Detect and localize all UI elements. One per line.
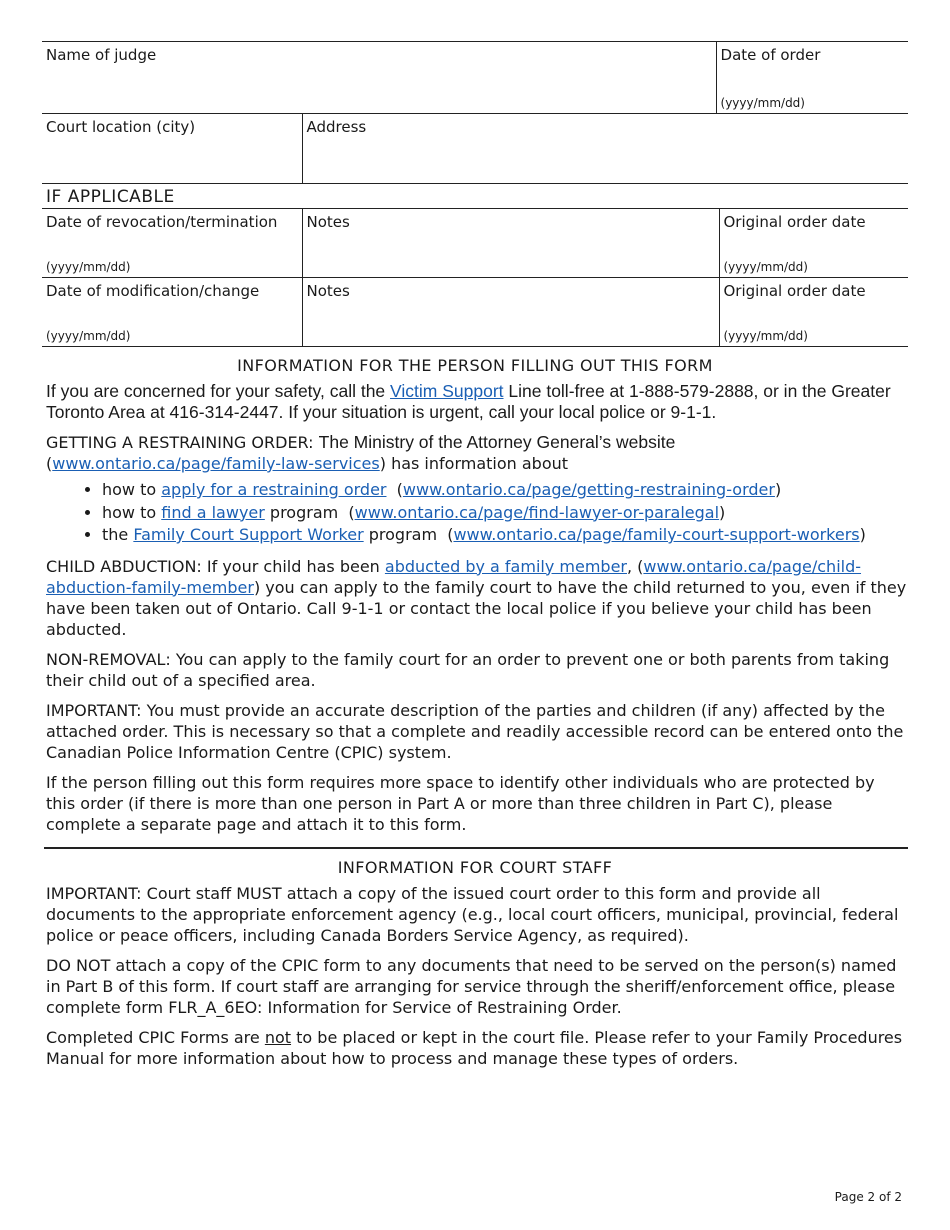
- non-removal-paragraph: NON-REMOVAL: You can apply to the family court for an order to prevent one or both parents from taking their child out of a specified area.: [46, 649, 890, 690]
- modification-original-date-field[interactable]: [719, 278, 908, 347]
- bullet-mid: program (: [264, 502, 355, 522]
- order-details-table: [42, 41, 908, 114]
- date-of-order-label: Date of order: [720, 46, 821, 64]
- support-worker-url-link[interactable]: www.ontario.ca/page/family-court-support-workers: [453, 525, 860, 544]
- restraining-open-paren: (: [46, 454, 53, 473]
- restraining-heading: GETTING A RESTRAINING ORDER:: [46, 433, 319, 452]
- staff-do-not-paragraph: DO NOT attach a copy of the CPIC form to any documents that need to be served on the person(s) named in Part B of this form. If court staff are arranging for service through the sheriff/enforcement office, please complete form FLR_A_6EO: Information for Service of Restraining Order.: [46, 955, 897, 1017]
- judge-name-field[interactable]: [42, 42, 716, 114]
- family-law-services-link[interactable]: www.ontario.ca/page/family-law-services: [52, 454, 380, 473]
- bullet-pre: how to: [102, 502, 162, 522]
- child-abduction-paragraph: [46, 556, 908, 640]
- date-of-order-field[interactable]: [716, 42, 908, 114]
- address-label: Address: [306, 118, 367, 136]
- abduction-url-link[interactable]: www.ontario.ca/page/child-abduction-family-member: [46, 556, 862, 597]
- date-format-hint: (yyyy/mm/dd): [723, 260, 808, 274]
- staff-completed-paragraph: [46, 1027, 908, 1069]
- safety-paragraph: [46, 381, 908, 423]
- abduction-text-mid: , (: [626, 556, 644, 576]
- revocation-date-field[interactable]: [42, 209, 302, 278]
- staff-info-title: INFORMATION FOR COURT STAFF: [337, 857, 613, 877]
- completed-text-pre: Completed CPIC Forms are: [46, 1027, 265, 1047]
- important-paragraph: IMPORTANT: You must provide an accurate description of the parties and children (if any) affected by the attached order. This is necessary so that a complete and readily accessible record can be entered onto the Canadian Police Information Centre (CPIC) system.: [46, 700, 904, 762]
- support-worker-link[interactable]: Family Court Support Worker: [133, 525, 364, 544]
- court-location-field[interactable]: [42, 114, 302, 183]
- revocation-notes-field[interactable]: [302, 209, 719, 278]
- section-divider: [44, 847, 908, 849]
- judge-name-label: Name of judge: [46, 46, 157, 64]
- abduction-link[interactable]: abducted by a family member: [384, 556, 627, 576]
- safety-text-post: Line toll-free at 1-888-579-2888, or in the Greater Toronto Area at 416-314-2447. If your situation is urgent, call your local police or 9-1-1.: [46, 381, 891, 422]
- find-lawyer-link[interactable]: find a lawyer: [161, 502, 265, 522]
- bullet-mid: program (: [363, 525, 454, 544]
- bullet-pre: the: [102, 525, 134, 544]
- bullet-post: ): [719, 502, 726, 522]
- if-applicable-heading: IF APPLICABLE: [42, 184, 908, 209]
- list-item: [102, 502, 908, 525]
- find-lawyer-url-link[interactable]: www.ontario.ca/page/find-lawyer-or-paralegal: [354, 502, 720, 522]
- date-format-hint: (yyyy/mm/dd): [720, 96, 805, 110]
- completed-text-post: to be placed or kept in the court file. Please refer to your Family Procedures Manual for more information about how to process and manage these types of orders.: [46, 1027, 903, 1068]
- resource-list: [42, 479, 908, 547]
- date-format-hint: (yyyy/mm/dd): [46, 329, 131, 343]
- person-info-title: INFORMATION FOR THE PERSON FILLING OUT THIS FORM: [237, 356, 713, 375]
- form-page: [42, 41, 908, 1078]
- modification-notes-field[interactable]: [302, 278, 719, 347]
- restraining-order-url-link[interactable]: www.ontario.ca/page/getting-restraining-order: [402, 480, 775, 499]
- bullet-post: ): [859, 525, 866, 544]
- list-item: [102, 524, 908, 547]
- abduction-text-pre: CHILD ABDUCTION: If your child has been: [46, 556, 385, 576]
- more-space-paragraph: If the person filling out this form requires more space to identify other individuals who are protected by this order (if there is more than one person in Part A or more than three children in Part C), please complete a separate page and attach it to this form.: [46, 772, 875, 834]
- page-number: Page 2 of 2: [834, 1190, 902, 1204]
- bullet-post: ): [774, 480, 782, 499]
- date-format-hint: (yyyy/mm/dd): [723, 329, 808, 343]
- revocation-date-label: Date of revocation/termination: [46, 212, 278, 231]
- abduction-text-post: ) you can apply to the family court to have the child returned to you, even if they have been taken out of Ontario. Call 9-1-1 or contact the local police if you believe your child has been abducted.: [46, 577, 907, 639]
- if-applicable-table: [42, 209, 908, 348]
- revocation-original-date-field[interactable]: [719, 209, 908, 278]
- restraining-tail: ) has information about: [379, 454, 569, 473]
- bullet-mid: (: [386, 480, 403, 499]
- address-field[interactable]: [302, 114, 908, 183]
- list-item: [102, 479, 908, 502]
- court-location-label: Court location (city): [46, 118, 196, 136]
- restraining-paragraph: [46, 432, 908, 474]
- original-order-date-label: Original order date: [723, 212, 866, 231]
- restraining-order-link[interactable]: apply for a restraining order: [161, 480, 387, 499]
- notes-label: Notes: [306, 282, 350, 300]
- original-order-date-label: Original order date: [723, 282, 866, 300]
- modification-date-field[interactable]: [42, 278, 302, 347]
- staff-important-paragraph: IMPORTANT: Court staff MUST attach a copy of the issued court order to this form and provide all documents to the appropriate enforcement agency (e.g., local court officers, municipal, provincial, federal police or peace officers, including Canada Borders Service Agency, as required).: [46, 883, 899, 945]
- date-format-hint: (yyyy/mm/dd): [46, 260, 131, 274]
- victim-support-link[interactable]: Victim Support: [390, 381, 504, 401]
- bullet-pre: how to: [102, 480, 162, 499]
- court-location-table: [42, 114, 908, 184]
- completed-not: not: [264, 1027, 292, 1047]
- safety-text-pre: If you are concerned for your safety, call the: [46, 381, 391, 401]
- restraining-text: The Ministry of the Attorney General’s website: [318, 432, 676, 452]
- notes-label: Notes: [306, 212, 350, 231]
- modification-date-label: Date of modification/change: [46, 282, 260, 300]
